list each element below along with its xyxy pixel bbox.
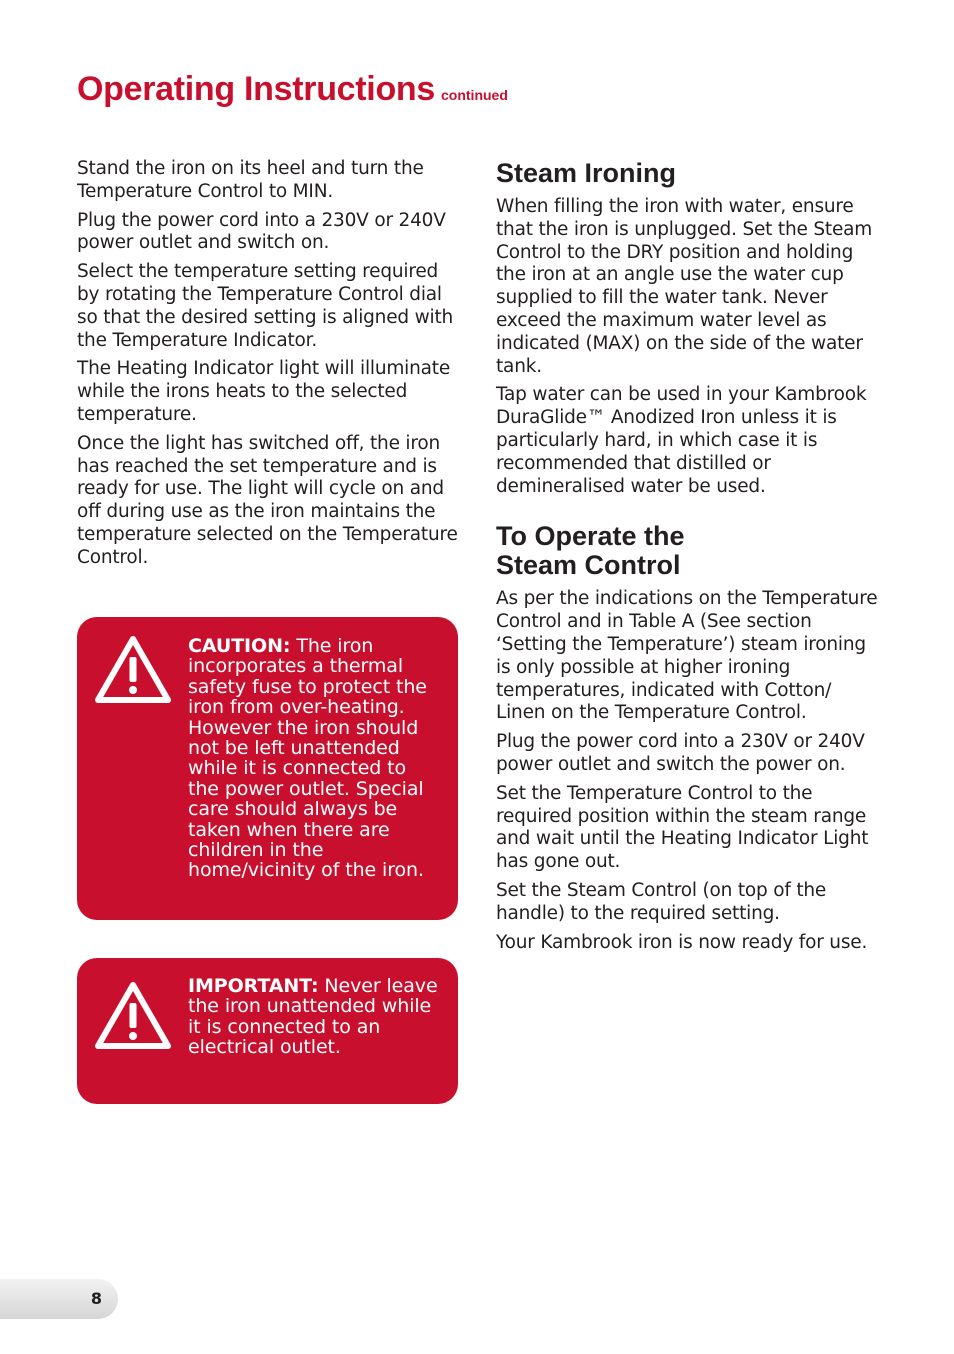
caution-message: The iron incorporates a thermal safety fuse to protect the iron from over-heating. However the iron should not be left unattended while it is connected to the power outlet. Special care should always be taken when there are children in the home/vicinity of the iron. [188,635,427,882]
left-paragraph-2: Plug the power cord into a 230V or 240V power outlet and switch on. [77,209,446,254]
left-paragraph-5: Once the light has switched off, the iron has reached the set temperature and is ready for use. The light will cycle on and off during use as the iron maintains the temperature selected on the Temperature Control. [77,432,458,568]
left-paragraph-3: Select the temperature setting required by rotating the Temperature Control dial so that the desired setting is aligned with the Temperature Indicator. [77,261,454,351]
page-number-tab [0,1279,118,1319]
steam-control-paragraph-3: Set the Temperature Control to the required position within the steam range and wait until the Heating Indicator Light has gone out. [496,782,869,873]
important-box [77,958,458,1104]
steam-control-paragraph-1: As per the indications on the Temperature Control and in Table A (See section ‘Setting the Temperature’) steam ironing is only possible at higher ironing temperatures, indicated with Cotton/ Linen on the Temperature Control. [496,588,878,724]
steam-control-paragraph-4: Set the Steam Control (on top of the handle) to the required setting. [496,879,827,924]
steam-control-paragraph-5: Your Kambrook iron is now ready for use. [496,931,868,953]
page-number: 8 [90,1289,102,1308]
warning-triangle-icon [94,980,172,1050]
left-paragraph-1: Stand the iron on its heel and turn the Temperature Control to MIN. [77,158,424,202]
steam-ironing-paragraph-2: Tap water can be used in your Kambrook DuraGlide™ Anodized Iron unless it is particularly hard, in which case it is recommended that distilled or demineralised water be used. [496,384,867,497]
steam-control-paragraph-2: Plug the power cord into a 230V or 240V power outlet and switch the power on. [496,731,865,775]
page-title-text: Operating Instructions [77,70,435,108]
steam-ironing-heading: Steam Ironing [496,158,677,188]
right-column [496,158,884,960]
caution-box [77,617,458,920]
warning-triangle-icon [94,634,172,704]
page-title [77,70,508,109]
left-column [77,158,462,576]
caution-label: CAUTION: [188,635,291,657]
important-text [188,976,440,1058]
left-paragraph-4: The Heating Indicator light will illuminate while the irons heats to the selected temperature. [77,358,451,425]
important-message: Never leave the iron unattended while it is connected to an electrical outlet. [188,975,438,1059]
steam-control-heading: To Operate the Steam Control [496,521,685,581]
caution-text [188,636,440,881]
page-subtitle: continued [441,87,508,103]
important-label: IMPORTANT: [188,975,319,997]
steam-ironing-paragraph-1: When filling the iron with water, ensure that the iron is unplugged. Set the Steam Control to the DRY position and holding the iron at an angle use the water cup supplied to fill the water tank. Never exceed the maximum water level as indicated (MAX) on the side of the water tank. [496,196,873,377]
